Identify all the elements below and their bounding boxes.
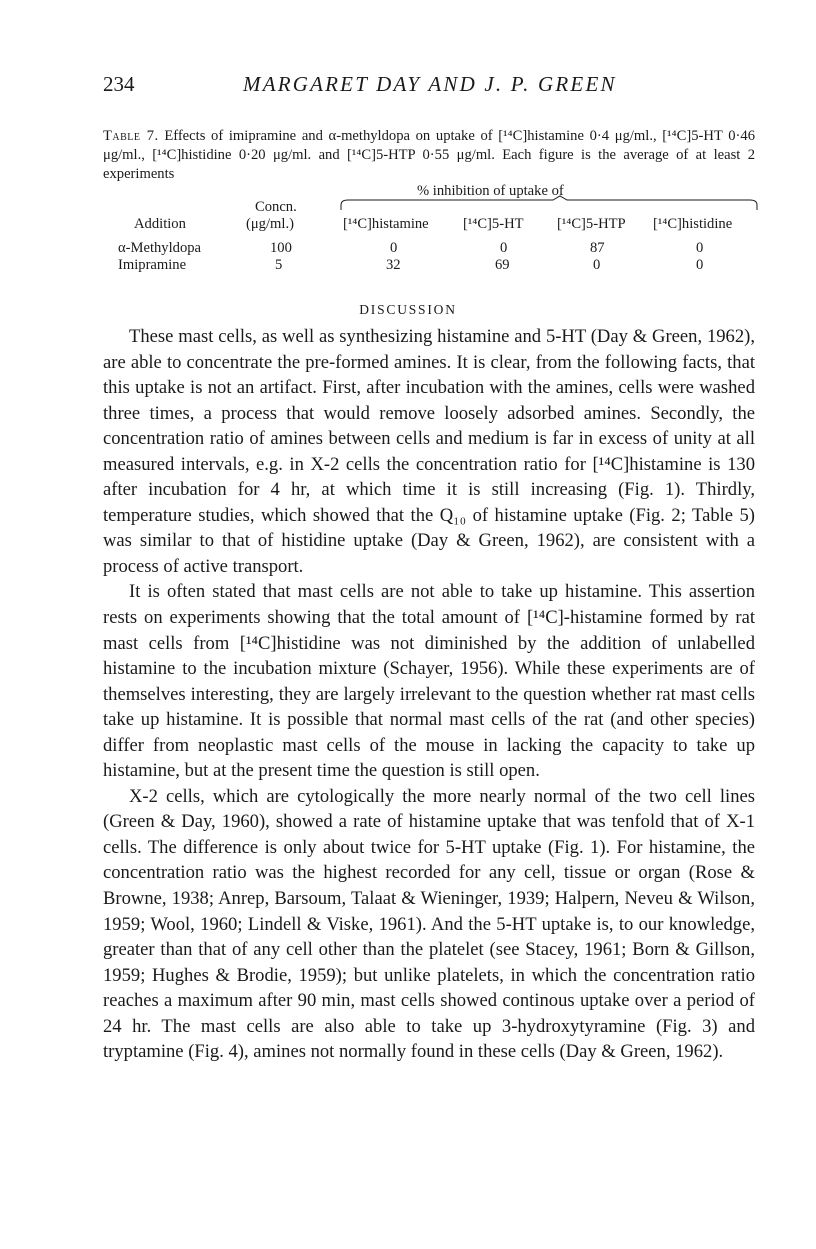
body-text bbox=[103, 324, 755, 1065]
paragraph: It is often stated that mast cells are not able to take up histamine. This assertion rests on experiments showing that the total amount of [¹⁴C]-histamine formed by rat mast cells from [¹⁴C]histidine was not diminished by the addition of unlabelled histamine to the incubation mixture (Schayer, 1956). While these experiments are of themselves interesting, they are largely irrelevant to the question whether rat mast cells take up histamine. It is possible that normal mast cells of the rat (and other species) differ from neoplastic mast cells of the mouse in lacking the capacity to take up histamine, but at the present time the question is still open. bbox=[103, 581, 755, 782]
col-histidine: [¹⁴C]histidine bbox=[653, 216, 733, 232]
row-addition: Imipramine bbox=[118, 257, 187, 273]
col-concn-line2: (μg/ml.) bbox=[246, 216, 294, 232]
section-heading: DISCUSSION bbox=[359, 302, 457, 317]
row-addition: α-Methyldopa bbox=[118, 240, 202, 256]
col-addition: Addition bbox=[134, 216, 186, 232]
row-5ht: 69 bbox=[495, 257, 510, 273]
row-5htp: 0 bbox=[593, 257, 601, 273]
col-5ht: [¹⁴C]5-HT bbox=[463, 216, 524, 232]
table-caption-text: Effects of imipramine and α-methyldopa on uptake of [¹⁴C]histamine 0·4 μg/ml., [¹⁴C]5-HT 0·46 μg/ml., [¹⁴C]histidine 0·20 μg/ml. and [¹⁴C]5-HTP 0·55 μg/ml. Each figure is the average of at least 2 experiments bbox=[103, 128, 755, 182]
row-concn: 5 bbox=[275, 257, 283, 273]
running-head: MARGARET DAY AND J. P. GREEN bbox=[243, 72, 617, 96]
row-5htp: 87 bbox=[590, 240, 605, 256]
col-histamine: [¹⁴C]histamine bbox=[343, 216, 429, 232]
table-caption-label: Table 7. bbox=[103, 128, 159, 144]
col-concn-line1: Concn. bbox=[255, 199, 297, 215]
row-histidine: 0 bbox=[696, 240, 704, 256]
row-concn: 100 bbox=[270, 240, 292, 256]
row-histidine: 0 bbox=[696, 257, 704, 273]
group-header: % inhibition of uptake of bbox=[417, 183, 564, 199]
paragraph: X-2 cells, which are cytologically the more nearly normal of the two cell lines (Green & Day, 1960), showed a rate of histamine uptake that was tenfold that of X-1 cells. The difference is only about twice for 5-HT uptake (Fig. 1). For histamine, the concentration ratio was the highest recorded for any cell, tissue or organ (Rose & Browne, 1938; Anrep, Barsoum, Talaat & Wieninger, 1939; Halpern, Neveu & Wilson, 1959; Wool, 1960; Lindell & Viske, 1961). And the 5-HT uptake is, to our knowledge, greater than that of any cell other than the platelet (see Stacey, 1961; Born & Gillson, 1959; Hughes & Brodie, 1959); but unlike platelets, in which the concentration ratio reaches a maximum after 90 min, mast cells showed continous uptake over a period of 24 hr. The mast cells are also able to take up 3-hydroxytyramine (Fig. 3) and tryptamine (Fig. 4), amines not normally found in these cells (Day & Green, 1962). bbox=[103, 785, 755, 1063]
row-histamine: 0 bbox=[390, 240, 398, 256]
row-5ht: 0 bbox=[500, 240, 508, 256]
group-brace bbox=[0, 0, 816, 280]
row-histamine: 32 bbox=[386, 257, 401, 273]
data-table bbox=[0, 0, 816, 280]
col-5htp: [¹⁴C]5-HTP bbox=[557, 216, 626, 232]
page-number: 234 bbox=[103, 72, 135, 96]
paragraph: These mast cells, as well as synthesizing histamine and 5-HT (Day & Green, 1962), are able to concentrate the pre-formed amines. It is clear, from the following facts, that this uptake is not an artifact. First, after incubation with the amines, cells were washed three times, a process that would remove loosely adsorbed amines. Secondly, the concentration ratio of amines between cells and medium is far in excess of unity at all measured intervals, e.g. in X-2 cells the concentration ratio for [¹⁴C]histamine is 130 after incubation for 4 hr, at which time it is still increasing (Fig. 1). Thirdly, temperature studies, which showed that the Q₁₀ of histamine uptake (Fig. 2; Table 5) was similar to that of histidine uptake (Day & Green, 1962), are consistent with a process of active transport. bbox=[103, 326, 755, 577]
